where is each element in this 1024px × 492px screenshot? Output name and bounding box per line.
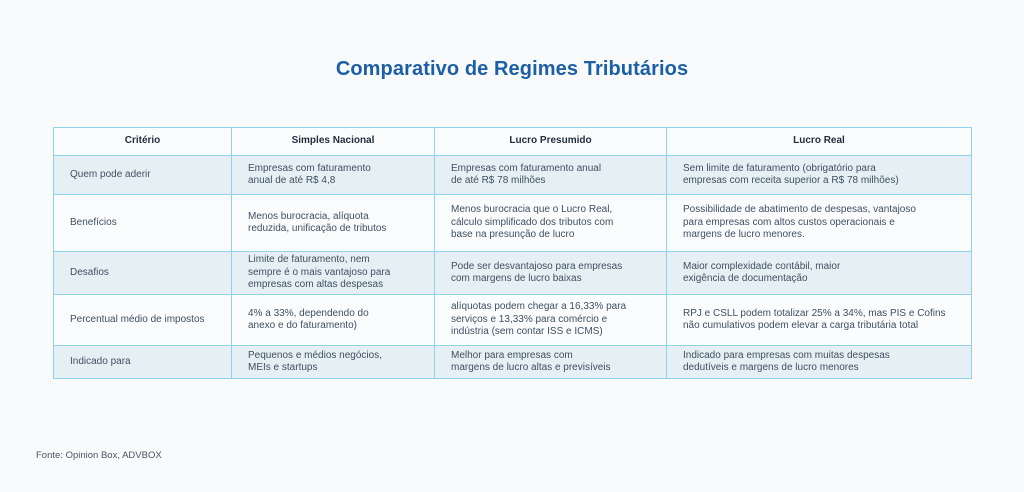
table-row — [54, 346, 972, 379]
cell-presumido-text: alíquotas podem chegar a 16,33% para serviços e 13,33% para comércio e indústria (sem contar ISS e ICMS) — [451, 301, 627, 338]
cell-real-text: Sem limite de faturamento (obrigatório para empresas com receita superior a R$ 78 milhões) — [683, 162, 899, 186]
cell-real-text: RPJ e CSLL podem totalizar 25% a 34%, mas PIS e Cofins não cumulativos podem elevar a carga tributária total — [683, 307, 946, 331]
table-row — [54, 156, 972, 195]
column-header-real: Lucro Real — [667, 128, 972, 156]
table-row — [54, 195, 972, 252]
cell-simples-text: Empresas com faturamento anual de até R$ 4,8 — [248, 162, 371, 186]
cell-real — [667, 252, 972, 295]
comparison-table — [53, 127, 972, 379]
row-criterion-text: Desafios — [70, 266, 109, 278]
table-row — [54, 295, 972, 346]
column-header-simples: Simples Nacional — [232, 128, 435, 156]
cell-real — [667, 295, 972, 346]
cell-simples-text: 4% a 33%, dependendo do anexo e do faturamento) — [248, 307, 369, 331]
cell-presumido — [435, 252, 667, 295]
cell-presumido-text: Menos burocracia que o Lucro Real, cálculo simplificado dos tributos com base na presunção de lucro — [451, 204, 614, 241]
row-criterion-text: Indicado para — [70, 355, 131, 367]
row-criterion-text: Percentual médio de impostos — [70, 313, 205, 325]
cell-presumido-text: Melhor para empresas com margens de lucro altas e previsíveis — [451, 349, 611, 373]
cell-presumido — [435, 195, 667, 252]
cell-simples — [232, 195, 435, 252]
cell-real-text: Maior complexidade contábil, maior exigência de documentação — [683, 260, 841, 284]
source-note: Fonte: Opinion Box, ADVBOX — [36, 450, 162, 461]
cell-presumido-text: Pode ser desvantajoso para empresas com margens de lucro baixas — [451, 260, 623, 284]
table-row — [54, 252, 972, 295]
table-header-row — [54, 128, 972, 156]
row-criterion — [54, 156, 232, 195]
row-criterion — [54, 252, 232, 295]
cell-real-text: Possibilidade de abatimento de despesas, vantajoso para empresas com altos custos operacionais e margens de lucro menores. — [683, 204, 916, 241]
row-criterion — [54, 295, 232, 346]
cell-simples-text: Limite de faturamento, nem sempre é o mais vantajoso para empresas com altas despesas — [248, 254, 391, 291]
cell-simples-text: Pequenos e médios negócios, MEIs e startups — [248, 349, 382, 373]
cell-simples — [232, 156, 435, 195]
column-header-criterio: Critério — [54, 128, 232, 156]
cell-simples-text: Menos burocracia, alíquota reduzida, unificação de tributos — [248, 210, 387, 234]
page-title: Comparativo de Regimes Tributários — [335, 58, 689, 80]
cell-real — [667, 346, 972, 379]
row-criterion-text: Quem pode aderir — [70, 168, 151, 180]
row-criterion — [54, 346, 232, 379]
cell-simples — [232, 295, 435, 346]
cell-real — [667, 156, 972, 195]
cell-real-text: Indicado para empresas com muitas despesas dedutíveis e margens de lucro menores — [683, 349, 890, 373]
cell-presumido — [435, 295, 667, 346]
row-criterion-text: Benefícios — [70, 216, 117, 228]
cell-presumido — [435, 346, 667, 379]
cell-presumido — [435, 156, 667, 195]
column-header-presumido: Lucro Presumido — [435, 128, 667, 156]
row-criterion — [54, 195, 232, 252]
cell-real — [667, 195, 972, 252]
cell-presumido-text: Empresas com faturamento anual de até R$ 78 milhões — [451, 162, 602, 186]
cell-simples — [232, 346, 435, 379]
cell-simples — [232, 252, 435, 295]
